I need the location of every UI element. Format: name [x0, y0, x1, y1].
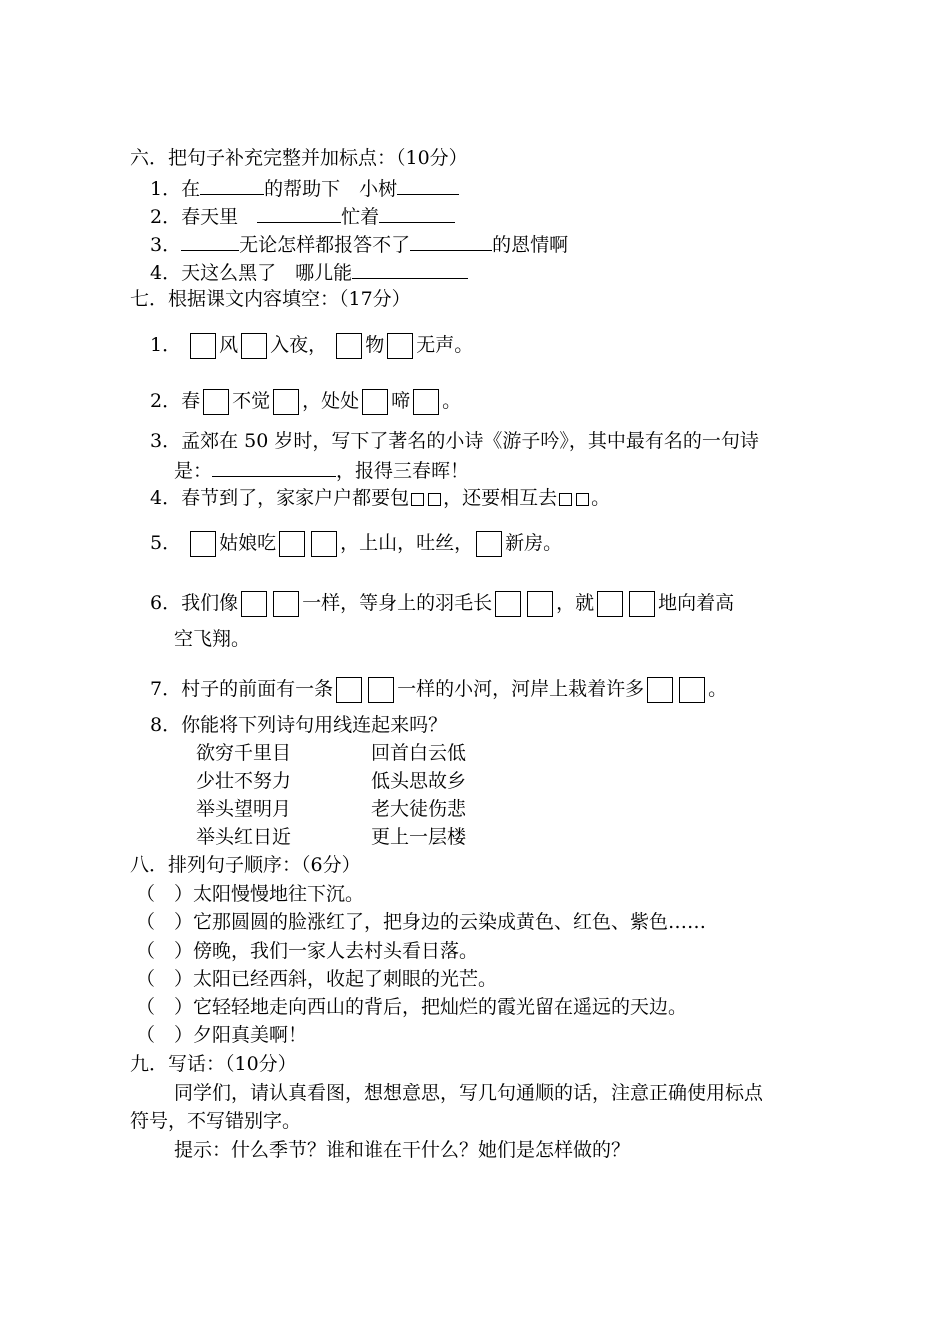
item-number: 2． [150, 206, 182, 228]
text: 。 [591, 487, 611, 509]
item-number: 4． [150, 262, 182, 284]
section-7-title: 七．根据课文内容填空：（17分） [130, 288, 411, 310]
text: 姑娘吃 [219, 532, 277, 554]
question-6-1 [150, 174, 459, 202]
answer-box[interactable] [428, 493, 441, 506]
question-6-4 [150, 258, 468, 286]
answer-blank[interactable] [200, 174, 264, 195]
poem-match-row [196, 740, 466, 766]
item-number: 3． [150, 234, 182, 256]
answer-blank[interactable] [410, 230, 492, 251]
answer-box[interactable] [597, 591, 623, 617]
text: 4．春节到了，家家户户都要包 [150, 487, 410, 509]
item-number: 1． [150, 178, 182, 200]
text: 啼 [391, 390, 411, 412]
answer-box[interactable] [679, 677, 705, 703]
poem-match-row [196, 768, 466, 794]
answer-box[interactable] [629, 591, 655, 617]
answer-box[interactable] [190, 333, 216, 359]
text: 春 [181, 390, 201, 412]
ordering-item[interactable]: （ ）它轻轻地走向西山的背后，把灿烂的霞光留在遥远的天边。 [136, 996, 688, 1018]
poem-left-line[interactable]: 举头红日近 [196, 826, 292, 848]
question-7-6-line2: 空飞翔。 [174, 628, 251, 650]
question-6-3 [150, 230, 568, 258]
question-7-2 [150, 388, 461, 415]
answer-box[interactable] [273, 591, 299, 617]
text: 春天里 [181, 206, 258, 228]
text: ，上山，吐丝， [340, 532, 474, 554]
answer-box[interactable] [336, 333, 362, 359]
answer-box[interactable] [336, 677, 362, 703]
text: ，处处 [302, 390, 360, 412]
question-7-1 [150, 332, 473, 359]
text: 。 [708, 678, 728, 700]
answer-box[interactable] [527, 591, 553, 617]
poem-right-line[interactable]: 回首白云低 [371, 742, 467, 764]
question-6-2 [150, 202, 455, 230]
text: 是： [174, 460, 213, 482]
text: 地向着高 [658, 592, 735, 614]
answer-blank[interactable] [212, 456, 336, 477]
question-7-3-line2 [174, 456, 469, 484]
poem-left-line[interactable]: 举头望明月 [196, 798, 292, 820]
text: ，报得三春晖！ [336, 460, 470, 482]
answer-box[interactable] [362, 389, 388, 415]
answer-blank[interactable] [352, 258, 468, 279]
text: 一样，等身上的羽毛长 [302, 592, 493, 614]
answer-box[interactable] [190, 531, 216, 557]
ordering-item[interactable]: （ ）太阳慢慢地往下沉。 [136, 883, 365, 905]
writing-instruction-line2: 符号，不写错别字。 [130, 1110, 302, 1132]
text: 忙着 [341, 206, 380, 228]
answer-box[interactable] [647, 677, 673, 703]
text: 的恩情啊 [492, 234, 569, 256]
poem-left-line[interactable]: 欲穷千里目 [196, 742, 292, 764]
poem-right-line[interactable]: 更上一层楼 [371, 826, 467, 848]
text: 无论怎样都报答不了 [239, 234, 411, 256]
answer-box[interactable] [241, 591, 267, 617]
answer-blank[interactable] [397, 174, 459, 195]
text: 7．村子的前面有一条 [150, 678, 334, 700]
question-7-8-title: 8．你能将下列诗句用线连起来吗？ [150, 714, 448, 736]
writing-hint: 提示：什么季节？谁和谁在干什么？她们是怎样做的？ [174, 1139, 631, 1161]
answer-box[interactable] [279, 531, 305, 557]
text: 新房。 [505, 532, 563, 554]
answer-box[interactable] [311, 531, 337, 557]
question-7-7 [150, 676, 727, 703]
poem-match-row [196, 796, 466, 822]
item-number: 1． [150, 334, 182, 356]
text: 的帮助下 小树 [264, 178, 398, 200]
text: ，还要相互去 [443, 487, 558, 509]
ordering-item[interactable]: （ ）傍晚，我们一家人去村头看日落。 [136, 940, 479, 962]
ordering-item[interactable]: （ ）它那圆圆的脸涨红了，把身边的云染成黄色、红色、紫色…… [136, 911, 707, 933]
text: 风 [219, 334, 239, 356]
poem-match-row [196, 824, 466, 850]
answer-box[interactable] [411, 493, 424, 506]
answer-box[interactable] [413, 389, 439, 415]
answer-box[interactable] [559, 493, 572, 506]
text: 不觉 [232, 390, 271, 412]
answer-box[interactable] [273, 389, 299, 415]
item-number: 5． [150, 532, 182, 554]
text: 在 [181, 178, 201, 200]
answer-box[interactable] [476, 531, 502, 557]
answer-box[interactable] [203, 389, 229, 415]
text: ，就 [556, 592, 595, 614]
answer-blank[interactable] [181, 230, 239, 251]
question-7-5 [150, 530, 562, 557]
poem-right-line[interactable]: 老大徒伤悲 [371, 798, 467, 820]
answer-blank[interactable] [379, 202, 455, 223]
answer-box[interactable] [576, 493, 589, 506]
answer-box[interactable] [241, 333, 267, 359]
writing-instruction-line1: 同学们，请认真看图，想想意思，写几句通顺的话，注意正确使用标点 [174, 1082, 764, 1104]
text: 一样的小河，河岸上栽着许多 [397, 678, 645, 700]
text: 无声。 [416, 334, 474, 356]
text: 6．我们像 [150, 592, 239, 614]
text: 天这么黑了 哪儿能 [181, 262, 353, 284]
poem-right-line[interactable]: 低头思故乡 [371, 770, 467, 792]
answer-box[interactable] [368, 677, 394, 703]
text: 入夜， [270, 334, 328, 356]
text: 。 [442, 390, 462, 412]
answer-box[interactable] [387, 333, 413, 359]
answer-blank[interactable] [257, 202, 341, 223]
question-7-6-line1 [150, 590, 734, 617]
poem-left-line[interactable]: 少壮不努力 [196, 770, 292, 792]
question-7-4 [150, 485, 610, 511]
ordering-item[interactable]: （ ）夕阳真美啊！ [136, 1024, 308, 1046]
section-9-title: 九．写话：（10分） [130, 1053, 297, 1075]
section-8-title: 八．排列句子顺序：（6分） [130, 854, 361, 876]
text: 物 [365, 334, 385, 356]
question-7-3-line1: 3．孟郊在 50 岁时，写下了著名的小诗《游子吟》，其中最有名的一句诗 [150, 430, 759, 452]
item-number: 2． [150, 390, 182, 412]
answer-box[interactable] [495, 591, 521, 617]
ordering-item[interactable]: （ ）太阳已经西斜，收起了刺眼的光芒。 [136, 968, 498, 990]
section-6-title: 六．把句子补充完整并加标点：（10分） [130, 147, 468, 169]
